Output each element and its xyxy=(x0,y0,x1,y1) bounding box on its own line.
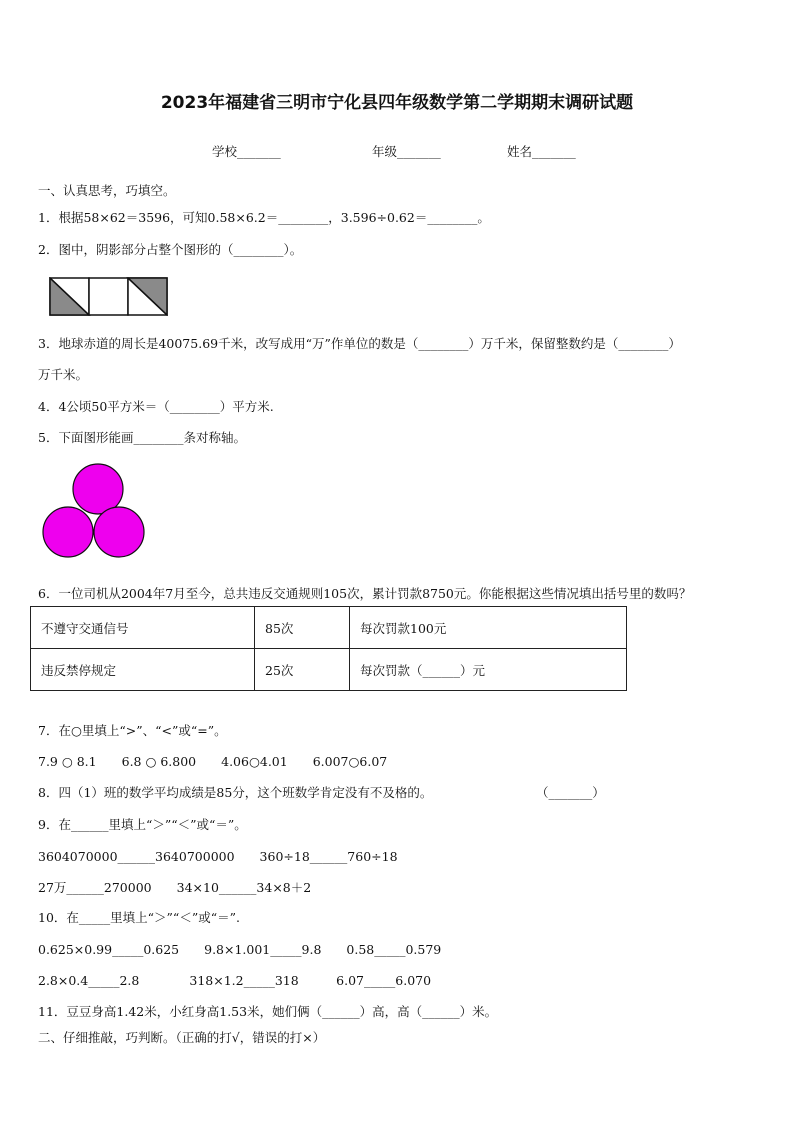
section-1-heading: 一、认真思考，巧填空。 xyxy=(38,183,176,198)
table-cell: 每次罚款100元 xyxy=(350,607,627,649)
table-row xyxy=(31,649,627,691)
question-9: 9．在______里填上“＞”“＜”或“＝”。 xyxy=(38,817,247,832)
section-2-heading: 二、仔细推敲，巧判断。（正确的打√，错误的打×） xyxy=(38,1030,326,1045)
three-circles-figure xyxy=(40,462,148,560)
table-cell: 违反禁停规定 xyxy=(31,649,255,691)
table-cell: 每次罚款（______）元 xyxy=(350,649,627,691)
table-cell: 85次 xyxy=(255,607,350,649)
question-4: 4．4公顷50平方米＝（________）平方米. xyxy=(38,399,274,414)
fines-table xyxy=(30,606,627,691)
circle-bottom-right xyxy=(94,507,144,557)
table-cell: 不遵守交通信号 xyxy=(31,607,255,649)
question-5: 5．下面图形能画________条对称轴。 xyxy=(38,430,246,445)
circle-top xyxy=(73,464,123,514)
question-8-answer-blank: （_______） xyxy=(536,785,605,800)
question-2: 2．图中，阴影部分占整个图形的（________）。 xyxy=(38,242,303,257)
grade-field: 年级_______ xyxy=(372,144,441,159)
question-11: 11．豆豆身高1.42米，小红身高1.53米，她们俩（______）高，高（______）米。 xyxy=(38,1004,498,1019)
question-3: 3．地球赤道的周长是40075.69千米，改写成用“万”作单位的数是（________）万千米，保留整数约是（________） xyxy=(38,336,681,351)
question-7: 7．在○里填上“>”、“<”或“=”。 xyxy=(38,723,227,738)
question-6: 6．一位司机从2004年7月至今，总共违反交通规则105次，累计罚款8750元。你能根据这些情况填出括号里的数吗？ xyxy=(38,586,692,601)
question-7-items: 7.9 ○ 8.1 6.8 ○ 6.800 4.06○4.01 6.007○6.07 xyxy=(38,754,388,769)
question-8: 8．四（1）班的数学平均成绩是85分，这个班数学肯定没有不及格的。 xyxy=(38,785,433,800)
question-9-row-1: 3604070000______3640700000 360÷18______760÷18 xyxy=(38,849,398,864)
question-1: 1．根据58×62＝3596，可知0.58×6.2＝________，3.596÷0.62＝________。 xyxy=(38,210,490,225)
page-title: 2023年福建省三明市宁化县四年级数学第二学期期末调研试题 xyxy=(160,93,634,113)
school-field: 学校_______ xyxy=(212,144,281,159)
table-row xyxy=(31,607,627,649)
question-9-row-2: 27万______270000 34×10______34×8＋2 xyxy=(38,880,312,895)
name-field: 姓名_______ xyxy=(507,144,576,159)
table-cell: 25次 xyxy=(255,649,350,691)
circle-bottom-left xyxy=(43,507,93,557)
question-10-row-1: 0.625×0.99_____0.625 9.8×1.001_____9.8 0.58_____0.579 xyxy=(38,942,442,957)
shaded-squares-figure xyxy=(49,277,169,316)
question-10-row-2: 2.8×0.4_____2.8 318×1.2_____318 6.07_____6.070 xyxy=(38,973,432,988)
question-3-continued: 万千米。 xyxy=(38,367,89,382)
question-10: 10．在_____里填上“＞”“＜”或“＝”. xyxy=(38,910,240,925)
